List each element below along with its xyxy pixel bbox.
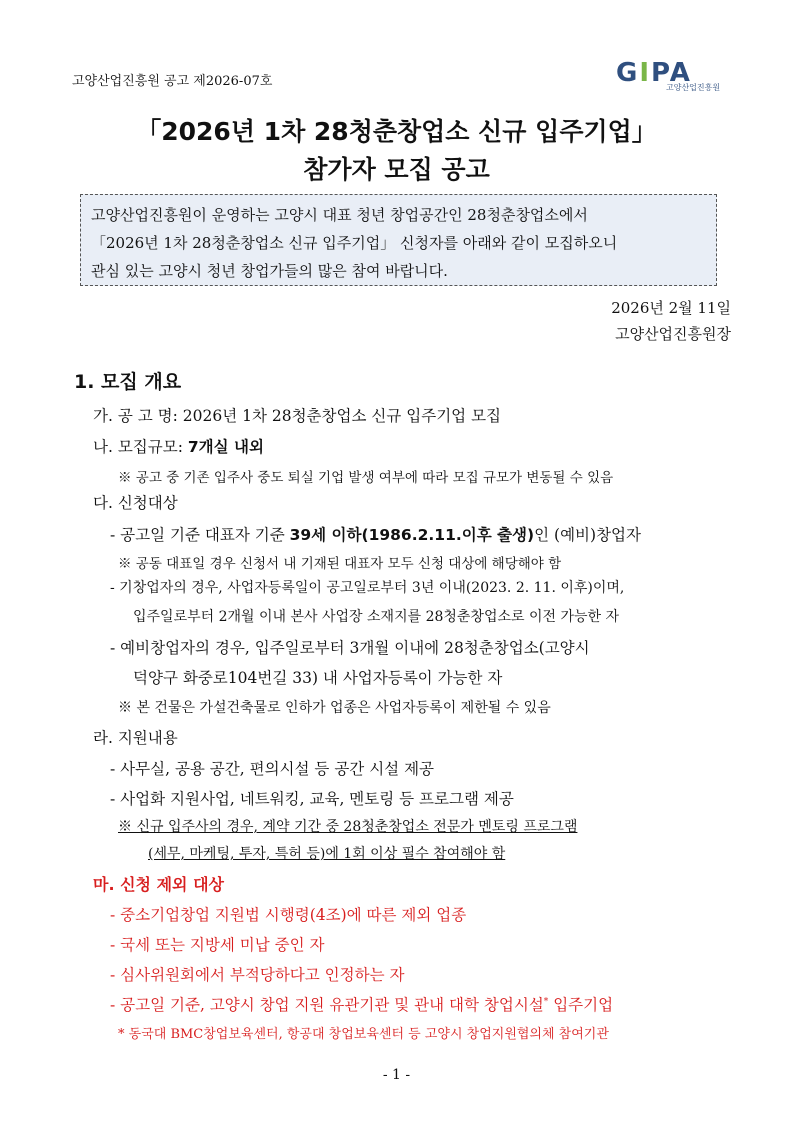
item-da-2-line-2: 입주일로부터 2개월 이내 본사 사업장 소재지를 28청춘창업소로 이전 가능한 자 [133,609,620,625]
item-na-value: 7개실 내외 [187,438,264,456]
title-line-1: 「2026년 1차 28청춘창업소 신규 입주기업」 [136,117,657,146]
item-na-note: ※ 공고 중 기존 입주사 중도 퇴실 기업 발생 여부에 따라 모집 규모가 변동될 수 있음 [118,470,614,486]
item-ga: 가. 공 고 명: 2026년 1차 28청춘창업소 신규 입주기업 모집 [93,407,502,425]
page-number: - 1 - [382,1067,411,1083]
item-na-label: 나. 모집규모: [93,438,188,456]
item-ma-2: - 국세 또는 지방세 미납 중인 자 [110,936,325,954]
item-ra-2: - 사업화 지원사업, 네트워킹, 교육, 멘토링 등 프로그램 제공 [110,790,514,808]
item-ma-note: * 동국대 BMC창업보육센터, 항공대 창업보육센터 등 고양시 창업지원협의체 참여기관 [118,1027,609,1042]
logo-subtext: 고양산업진흥원 [666,83,721,92]
notice-number: 고양산업진흥원 공고 제2026-07호 [72,74,273,89]
intro-line-1: 고양산업진흥원이 운영하는 고양시 대표 청년 창업공간인 28청춘창업소에서 [91,206,588,224]
logo-mark: GIPA [616,58,692,88]
item-ra-note-line-1: ※ 신규 입주사의 경우, 계약 기간 중 28청춘창업소 전문가 멘토링 프로그램 [118,819,578,835]
announcement-date: 2026년 2월 11일 [611,299,731,317]
section-heading: 1. 모집 개요 [74,371,182,393]
intro-line-3: 관심 있는 고양시 청년 창업가들의 많은 참여 바랍니다. [91,262,448,280]
item-ra-1: - 사무실, 공용 공간, 편의시설 등 공간 시설 제공 [110,760,435,778]
item-da-1-suffix: 인 (예비)창업자 [534,526,641,544]
title-line-2: 참가자 모집 공고 [303,155,490,184]
item-da-2-line-1: - 기창업자의 경우, 사업자등록일이 공고일로부터 3년 이내(2023. 2. 11. 이후)이며, [110,580,625,596]
item-da-1 [110,523,641,545]
item-ma-1: - 중소기업창업 지원법 시행령(4조)에 따른 제외 업종 [110,906,467,924]
item-ma-4-footnote-mark: * [543,996,549,1007]
issuer-name: 고양산업진흥원장 [615,325,731,343]
item-ma: 마. 신청 제외 대상 [93,875,224,894]
intro-box [80,194,717,286]
item-da-note: ※ 본 건물은 가설건축물로 인하가 업종은 사업자등록이 제한될 수 있음 [118,700,551,716]
item-da-1-bold: 39세 이하(1986.2.11.이후 출생) [289,526,535,544]
item-ra: 라. 지원내용 [93,729,178,747]
item-da-1-note: ※ 공동 대표일 경우 신청서 내 기재된 대표자 모두 신청 대상에 해당해야 함 [118,556,562,572]
intro-line-2: 「2026년 1차 28청춘창업소 신규 입주기업」 신청자를 아래와 같이 모집하오니 [91,234,618,252]
item-ra-note-line-2: (세무, 마케팅, 투자, 특허 등)에 1회 이상 필수 참여해야 함 [148,846,506,862]
item-ma-4 [110,993,613,1015]
item-da-3-line-2: 덕양구 화중로104번길 33) 내 사업자등록이 가능한 자 [133,669,503,687]
gipa-logo [616,58,724,94]
item-da: 다. 신청대상 [93,494,178,512]
item-ma-4-suffix: 입주기업 [548,996,614,1014]
item-da-1-prefix: - 공고일 기준 대표자 기준 [110,526,290,544]
item-na [93,435,264,457]
item-ma-4-text: - 공고일 기준, 고양시 창업 지원 유관기관 및 관내 대학 창업시설 [110,996,544,1014]
item-da-3-line-1: - 예비창업자의 경우, 입주일로부터 3개월 이내에 28청춘창업소(고양시 [110,639,590,657]
item-ma-3: - 심사위원회에서 부적당하다고 인정하는 자 [110,966,405,984]
